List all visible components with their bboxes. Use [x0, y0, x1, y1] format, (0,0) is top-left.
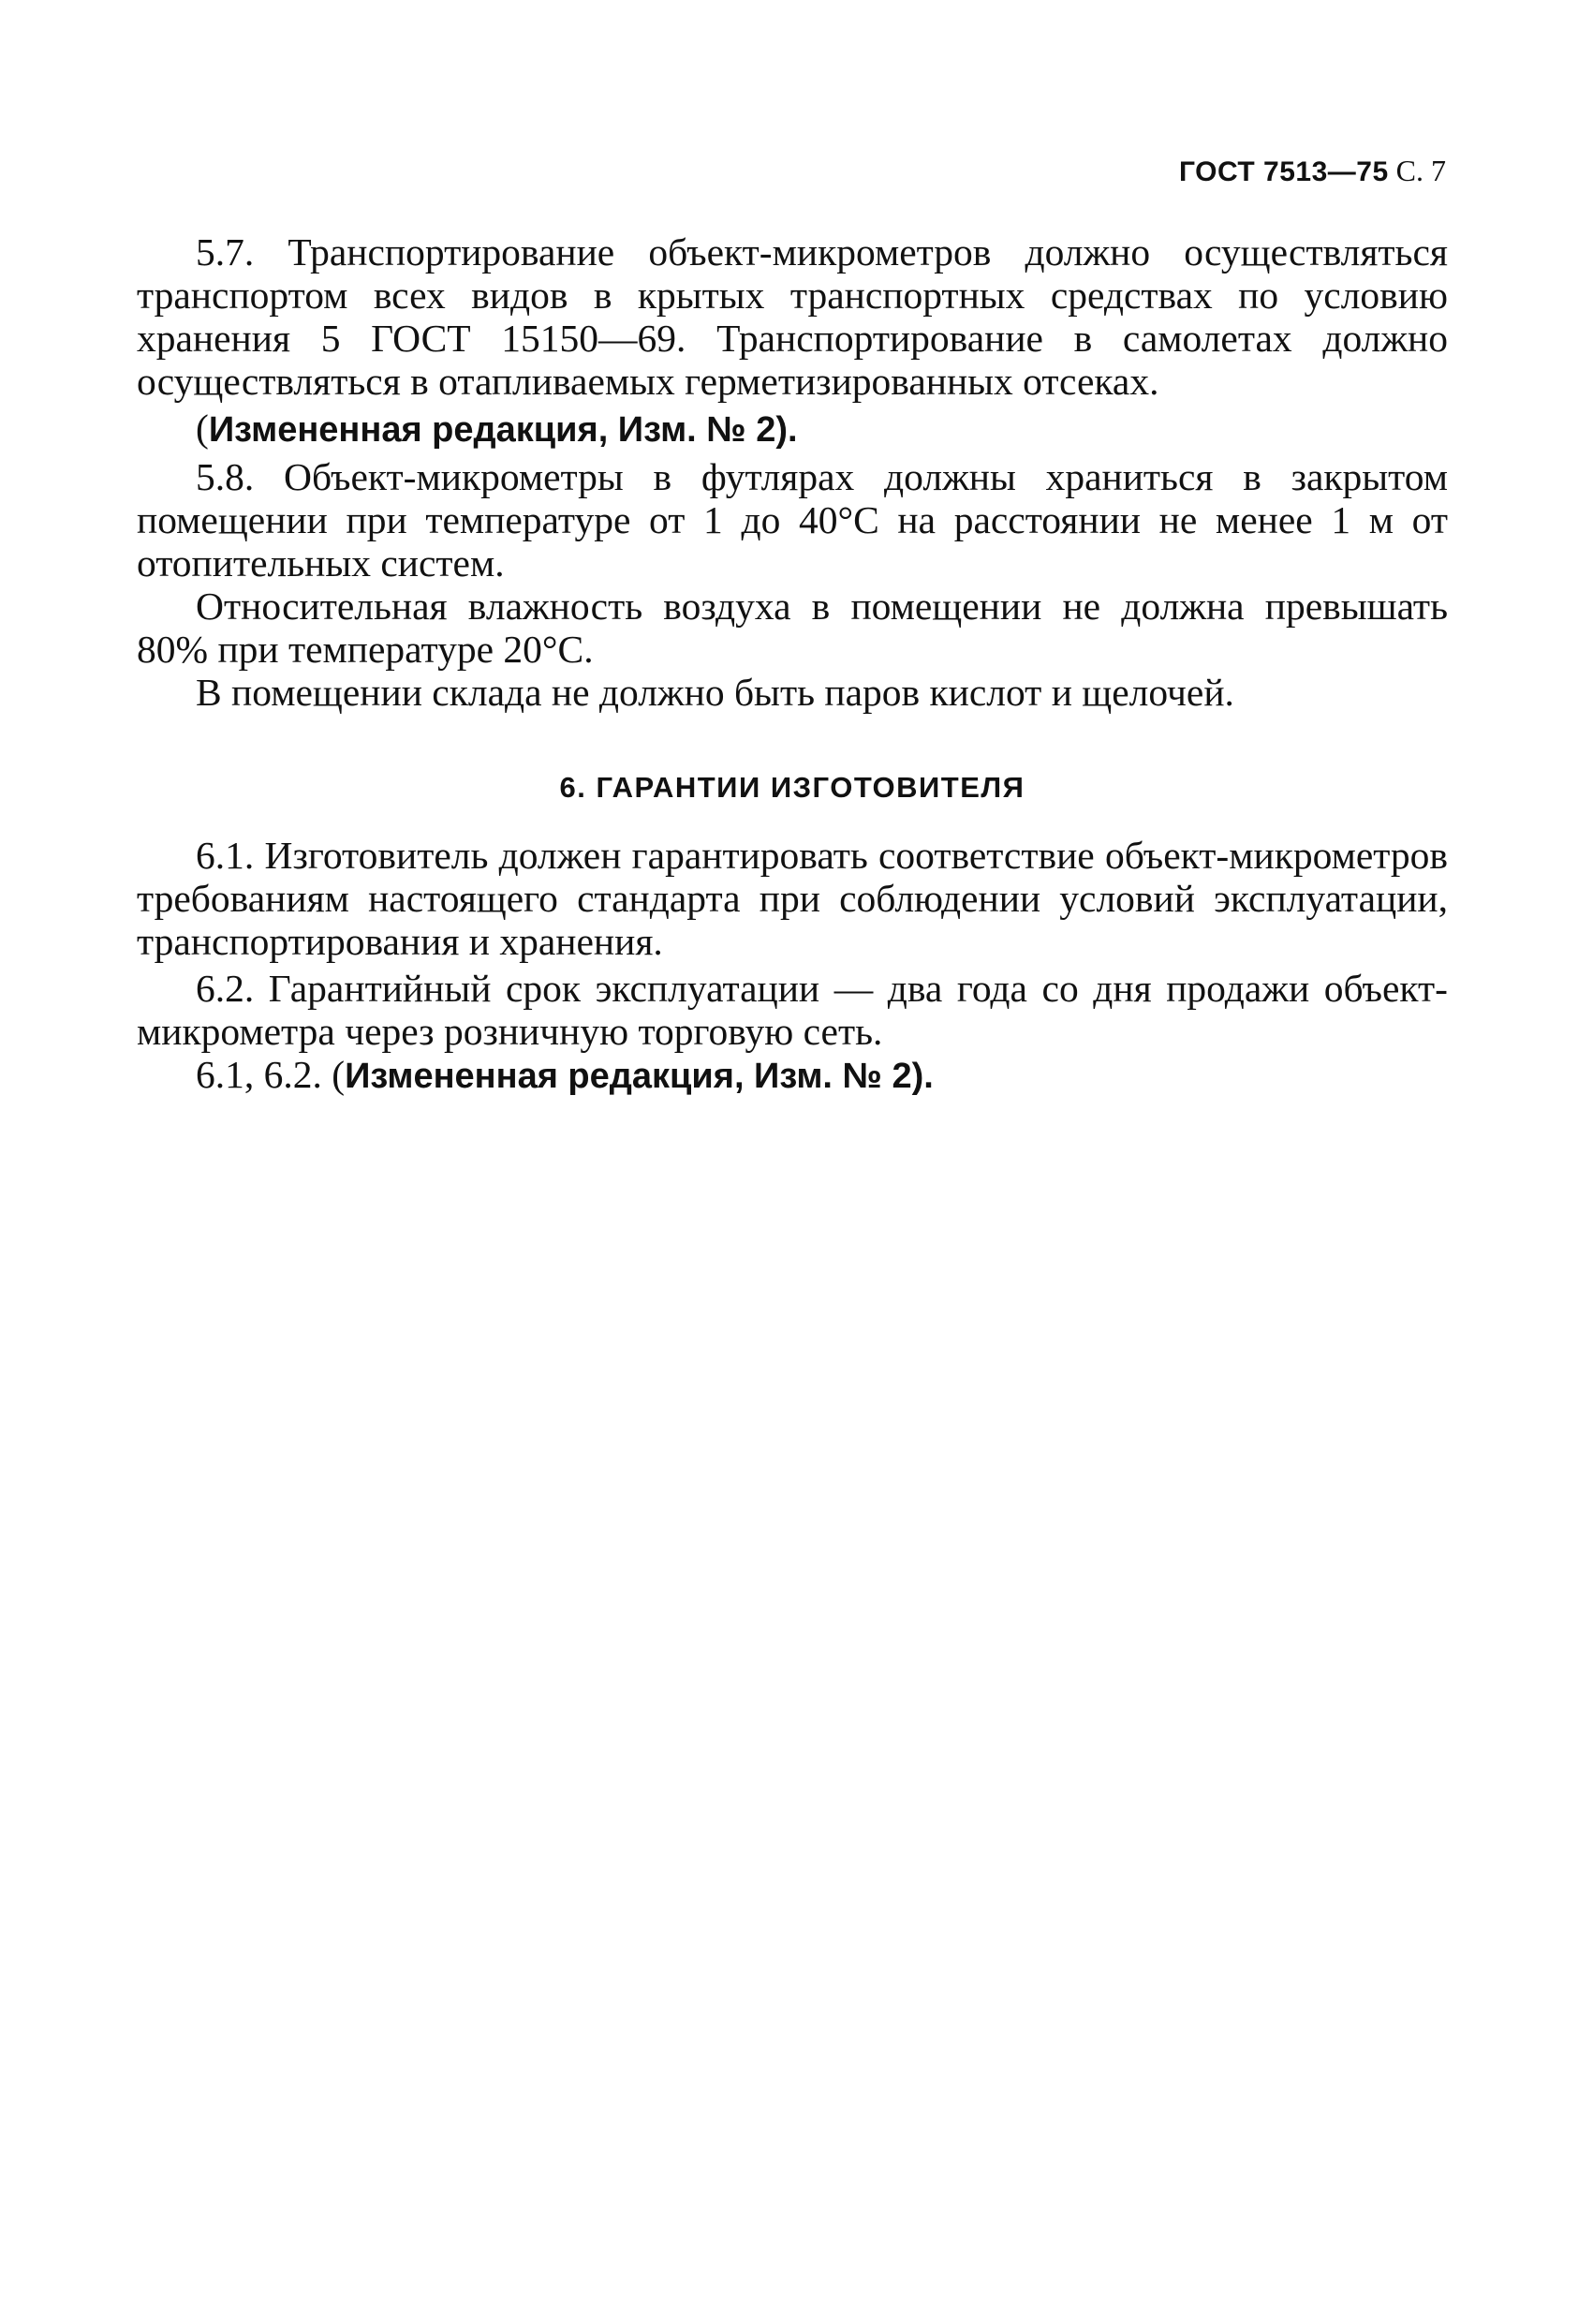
- paragraph-6-2: 6.2. Гарантийный срок эксплуатации — два года со дня продажи объект-микрометра через розничную торговую сеть.: [137, 967, 1448, 1053]
- page-header: [1179, 152, 1446, 191]
- amendment-note-6: [137, 1053, 1448, 1098]
- amendment-suffix: ).: [911, 1057, 934, 1096]
- paragraph-6-1: 6.1. Изготовитель должен гарантировать соответствие объект-микрометров требованиям настоящего стандарта при соблюдении условий эксплуатации, транспортирования и хранения.: [137, 834, 1448, 963]
- amendment-note-5-7: [137, 407, 1448, 451]
- standard-number: ГОСТ 7513—75: [1179, 156, 1389, 187]
- paragraph-humidity: Относительная влажность воздуха в помещении не должна превышать 80% при температуре 20°С.: [137, 585, 1448, 671]
- amendment-suffix: ).: [775, 410, 798, 450]
- page-number: С. 7: [1395, 154, 1446, 187]
- document-body: [137, 230, 1448, 1098]
- paragraph-storage-air: В помещении склада не должно быть паров кислот и щелочей.: [196, 671, 1234, 714]
- amendment-label: Измененная редакция, Изм. № 2: [208, 410, 776, 450]
- amendment-prefix: (: [196, 407, 209, 450]
- amendment-prefix: 6.1, 6.2. (: [196, 1053, 346, 1096]
- paragraph-5-7: 5.7. Транспортирование объект-микрометров должно осуществляться транспортом всех видов в крытых транспортных средствах по условию хранения 5 ГОСТ 15150—69. Транспортирование в самолетах должно осуществляться в отапливаемых герметизированных отсеках.: [137, 230, 1448, 403]
- paragraph-5-8: 5.8. Объект-микрометры в футлярах должны храниться в закрытом помещении при температуре от 1 до 40°С на расстоянии не менее 1 м от отопительных систем.: [137, 455, 1448, 585]
- amendment-label: Измененная редакция, Изм. № 2: [345, 1057, 912, 1096]
- section-title-6: 6. ГАРАНТИИ ИЗГОТОВИТЕЛЯ: [559, 771, 1025, 804]
